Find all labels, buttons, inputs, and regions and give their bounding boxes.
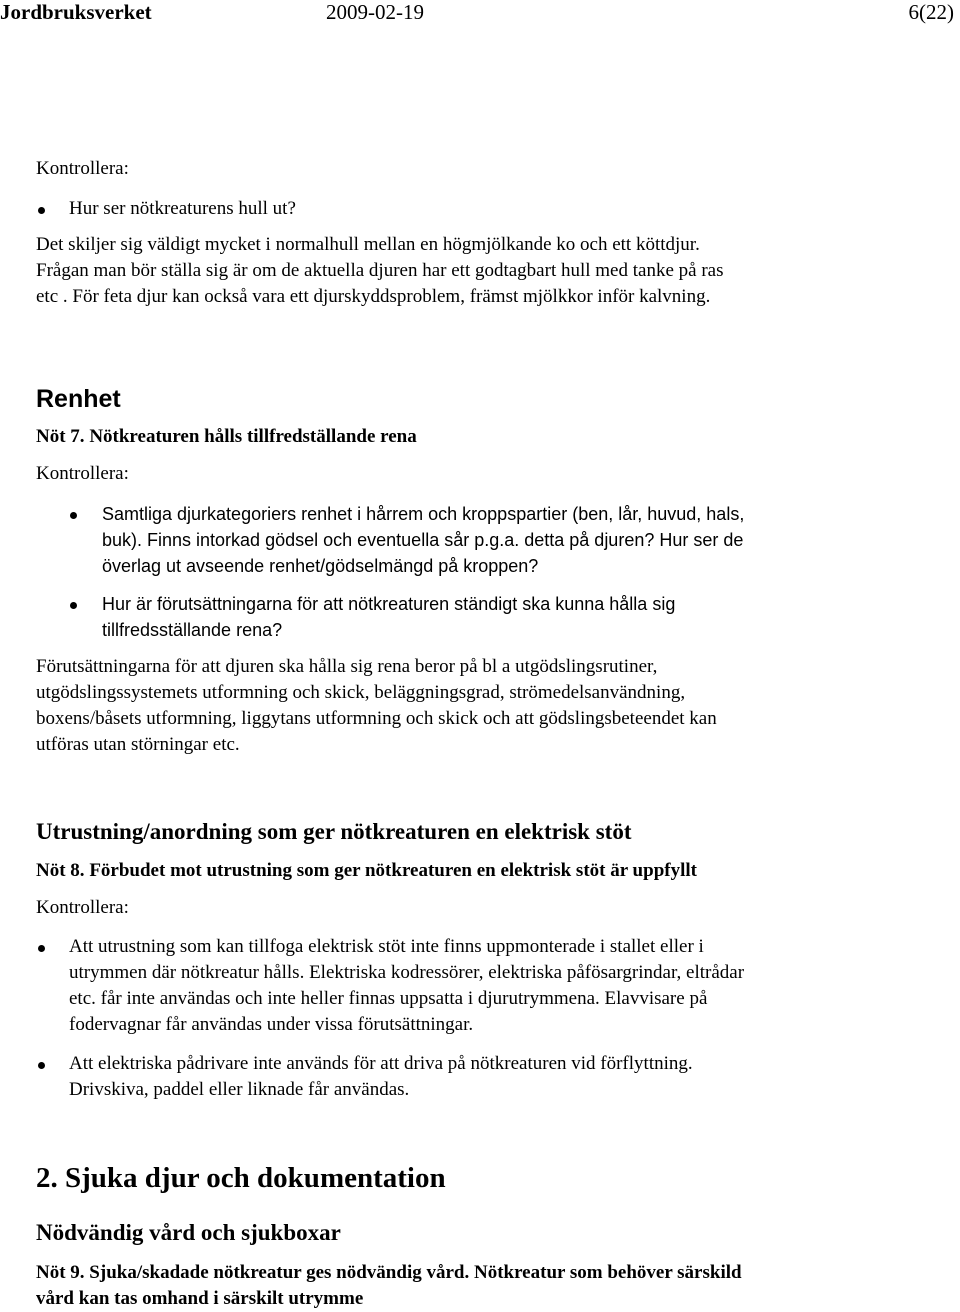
paragraph-line: Det skiljer sig väldigt mycket i normalhull mellan en högmjölkande ko och ett köttdjur.: [36, 234, 700, 255]
bullet-icon: [38, 1062, 45, 1069]
list-item-line: överlag ut avseende renhet/gödselmängd på kroppen?: [102, 556, 539, 576]
list-item-line: fodervagnar får användas under vissa förutsättningar.: [69, 1014, 474, 1035]
requirement-label: Nöt 7.: [36, 426, 85, 447]
list-item-line: Hur är förutsättningarna för att nötkreaturen ständigt ska kunna hålla sig: [102, 594, 676, 614]
section-heading-utrustning: Utrustning/anordning som ger nötkreaturen en elektrisk stöt: [36, 819, 632, 844]
kontrollera-label: Kontrollera:: [36, 463, 129, 484]
requirement-label: Nöt 8.: [36, 860, 85, 881]
header-date: 2009-02-19: [326, 0, 424, 24]
kontrollera-label: Kontrollera:: [36, 158, 129, 179]
list-item-line: Drivskiva, paddel eller liknade får användas.: [69, 1079, 410, 1100]
list-item-line: etc. får inte användas och inte heller finnas uppsatta i djurutrymmena. Elavvisare på: [69, 988, 708, 1009]
list-item-line: Att elektriska pådrivare inte används för att driva på nötkreaturen vid förflyttning.: [69, 1053, 693, 1074]
requirement-text: Nötkreaturen hålls tillfredställande rena: [84, 426, 417, 447]
requirement-title: vård kan tas omhand i särskilt utrymme: [36, 1288, 364, 1309]
list-item-line: buk). Finns intorkad gödsel och eventuella sår p.g.a. detta på djuren? Hur ser de: [102, 530, 744, 550]
kontrollera-label: Kontrollera:: [36, 897, 129, 918]
section-heading-renhet: Renhet: [36, 385, 121, 413]
chapter-heading: 2. Sjuka djur och dokumentation: [36, 1162, 446, 1194]
paragraph-line: utgödslingssystemets utformning och skick, beläggningsgrad, strömedelsanvändning,: [36, 682, 686, 703]
list-item-line: tillfredsställande rena?: [102, 620, 283, 640]
bullet-icon: [70, 602, 77, 609]
bullet-icon: [38, 945, 45, 952]
subsection-heading: Nödvändig vård och sjukboxar: [36, 1220, 341, 1245]
bullet-icon: [70, 512, 77, 519]
bullet-icon: [38, 207, 45, 214]
paragraph-line: Förutsättningarna för att djuren ska hålla sig rena beror på bl a utgödslingsrutiner,: [36, 656, 658, 677]
paragraph-line: etc . För feta djur kan också vara ett djurskyddsproblem, främst mjölkkor inför kalvning.: [36, 286, 711, 307]
paragraph-line: Frågan man bör ställa sig är om de aktuella djuren har ett godtagbart hull med tanke på ras: [36, 260, 724, 281]
header-org: Jordbruksverket: [0, 0, 152, 24]
list-item-line: Att utrustning som kan tillfoga elektrisk stöt inte finns uppmonterade i stallet eller i: [69, 936, 704, 957]
list-item: Hur ser nötkreaturens hull ut?: [69, 198, 296, 219]
requirement-title: [36, 858, 916, 884]
requirement-title: Nöt 9. Sjuka/skadade nötkreatur ges nödvändig vård. Nötkreatur som behöver särskild: [36, 1262, 742, 1283]
paragraph-line: utföras utan störningar etc.: [36, 734, 240, 755]
requirement-text: Förbudet mot utrustning som ger nötkreaturen en elektrisk stöt är uppfyllt: [84, 860, 697, 881]
list-item-line: utrymmen där nötkreatur hålls. Elektriska kodressörer, elektriska påfösargrindar, eltrådar: [69, 962, 745, 983]
list-item-line: Samtliga djurkategoriers renhet i hårrem och kroppspartier (ben, lår, huvud, hals,: [102, 504, 745, 524]
header-page-number: 6(22): [908, 0, 954, 24]
paragraph-line: boxens/båsets utformning, liggytans utformning och skick och att gödslingsbeteendet kan: [36, 708, 717, 729]
requirement-title: [36, 424, 916, 450]
